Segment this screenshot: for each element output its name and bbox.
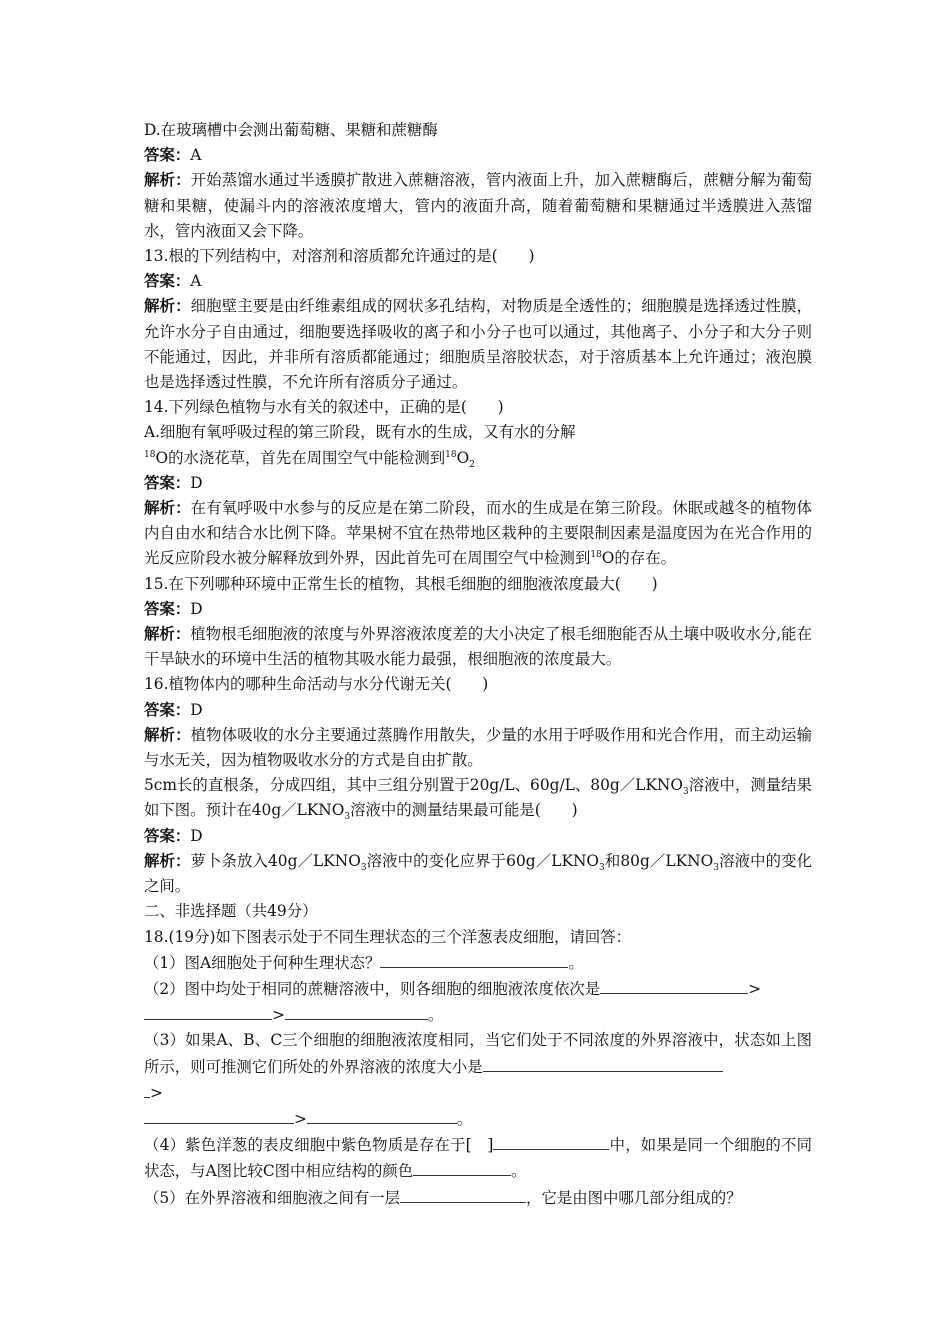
q15-analysis [144, 622, 812, 672]
isotope-sup: 18 [144, 449, 156, 460]
answer-value: A [190, 272, 202, 291]
q12-answer [144, 143, 812, 168]
answer-blank[interactable] [493, 1132, 609, 1150]
formula-sub: 3 [713, 862, 719, 873]
analysis-text: O的存在。 [601, 549, 676, 568]
section-heading: 二、非选择题（共49分） [144, 902, 318, 921]
analysis-text: 溶液中的变化之间。 [144, 851, 812, 896]
answer-blank[interactable] [285, 1002, 428, 1020]
part-text: ，它是由图中哪几部分组成的？ [526, 1188, 742, 1207]
q14-answer [144, 471, 812, 496]
answer-blank[interactable] [413, 1158, 511, 1176]
option-text: O的水浇花草，首先在周围空气中能检测到 [155, 448, 446, 467]
answer-label: 答案： [144, 826, 191, 845]
q17-stem [144, 773, 812, 823]
analysis-label: 解析： [144, 499, 191, 518]
part-text: （3）如果A、B、C三个细胞的细胞液浓度相同，当它们处于不同浓度的外界溶液中，状态如上图所示，则可推测它们所处的外界溶液的浓度大小是 [144, 1031, 812, 1076]
analysis-label: 解析： [144, 171, 191, 190]
analysis-text: 萝卜条放入40g／LKNO [190, 851, 361, 870]
analysis-label: 解析： [144, 851, 191, 870]
q16-stem: 16.植物体内的哪种生命活动与水分代谢无关( ) [144, 675, 489, 694]
punctuation: 。 [427, 1006, 444, 1025]
q18-part5 [144, 1185, 812, 1211]
answer-label: 答案： [144, 473, 191, 492]
isotope-sup: 18 [590, 550, 602, 561]
formula-sub: 2 [469, 459, 475, 470]
stem-text: 溶液中的测量结果最可能是( ) [350, 801, 578, 820]
answer-value: D [190, 599, 203, 618]
formula-sub: 3 [360, 862, 367, 873]
answer-blank[interactable] [380, 950, 568, 968]
analysis-text: 和80g／LKNO [604, 851, 714, 870]
analysis-text: 细胞壁主要是由纤维素组成的网状多孔结构，对物质是全透性的；细胞膜是选择透过性膜，允许水分子自由通过，细胞要选择吸收的离子和小分子也可以通过，其他离子、小分子和大分子则不能通过，因此，并非所有溶质都能通过；细胞质呈溶胶状态，对于溶质基本上允许通过；液泡膜也是选择透过性膜，不允许所有溶质分子通过。 [144, 297, 812, 392]
q18-part3-cont [144, 1106, 812, 1132]
punctuation: 。 [568, 953, 584, 972]
answer-blank[interactable] [600, 976, 748, 994]
answer-blank[interactable] [144, 1106, 294, 1124]
q16-analysis [144, 723, 812, 773]
q18-part2-cont [144, 1002, 812, 1028]
answer-value: D [190, 473, 203, 492]
answer-value: A [190, 146, 202, 165]
analysis-label: 解析： [144, 297, 191, 316]
q18-stem: 18.(19分)如下图表示处于不同生理状态的三个洋葱表皮细胞，请回答： [144, 927, 632, 946]
document-page [144, 118, 812, 1211]
answer-blank[interactable] [400, 1185, 526, 1203]
analysis-text: 溶液中的变化应界于60g／LKNO [366, 851, 600, 870]
analysis-text: 开始蒸馏水通过半透膜扩散进入蔗糖溶液，管内液面上升，加入蔗糖酶后，蔗糖分解为葡萄糖和果糖，使漏斗内的溶液浓度增大，管内的液面升高，随着葡萄糖和果糖通过半透膜进入蒸馏水，管内液面又会下降。 [144, 171, 812, 240]
gt-sign: > [294, 1109, 307, 1128]
q18-part3 [144, 1028, 812, 1079]
gt-sign: > [150, 1083, 163, 1102]
part-text: 中，如果是同一个细胞的不同状态，与A图比较C图中相应结构的颜色 [144, 1136, 812, 1181]
answer-value: D [190, 826, 203, 845]
q14-stem: 14.下列绿色植物与水有关的叙述中，正确的是( ) [144, 398, 504, 417]
q13-analysis [144, 294, 812, 395]
answer-value: D [190, 700, 203, 719]
q16-answer [144, 698, 812, 723]
analysis-label: 解析： [144, 625, 191, 644]
q15-stem: 15.在下列哪种环境中正常生长的植物，其根毛细胞的细胞液浓度最大( ) [144, 574, 658, 593]
gt-sign: > [748, 979, 762, 998]
q17-analysis [144, 849, 812, 899]
q18-part4 [144, 1132, 812, 1184]
stem-text: 溶液中，测量结果如下图。预计在40g／LKNO [144, 776, 812, 820]
q18-part3-gt [144, 1080, 812, 1106]
answer-label: 答案： [144, 599, 191, 618]
answer-label: 答案： [144, 146, 191, 165]
gt-sign: > [272, 1006, 285, 1025]
analysis-label: 解析： [144, 725, 191, 744]
answer-blank[interactable] [144, 1002, 272, 1020]
part-text: （2）图中均处于相同的蔗糖溶液中，则各细胞的细胞液浓度依次是 [144, 979, 601, 998]
punctuation: 。 [456, 1109, 473, 1128]
isotope-sup: 18 [445, 449, 457, 460]
part-text: （4）紫色洋葱的表皮细胞中紫色物质是存在于[ ] [144, 1136, 494, 1155]
q13-stem: 13.根的下列结构中，对溶剂和溶质都允许通过的是( ) [144, 247, 535, 266]
answer-label: 答案： [144, 272, 191, 291]
stem-text: 5cm长的直根条，分成四组，其中三组分别置于20g/L、60g/L、80g／LKNO [144, 776, 683, 795]
q18-part1 [144, 950, 812, 976]
q18-part2 [144, 976, 812, 1002]
option-text: O [456, 448, 470, 467]
punctuation: 。 [511, 1162, 527, 1181]
q17-answer [144, 824, 812, 849]
q14-analysis [144, 496, 812, 572]
q15-answer [144, 597, 812, 622]
formula-sub: 3 [682, 787, 689, 798]
q12-analysis [144, 168, 812, 244]
q14-option-c [144, 446, 812, 471]
answer-blank[interactable] [483, 1054, 723, 1072]
analysis-text: 植物根毛细胞液的浓度与外界溶液浓度差的大小决定了根毛细胞能否从土壤中吸收水分,能在干旱缺水的环境中生活的植物其吸水能力最强，根细胞液的浓度最大。 [144, 625, 812, 669]
analysis-text: 植物体吸收的水分主要通过蒸腾作用散失，少量的水用于呼吸作用和光合作用，而主动运输与水无关，因为植物吸收水分的方式是自由扩散。 [144, 725, 812, 770]
answer-label: 答案： [144, 700, 191, 719]
q13-answer [144, 269, 812, 294]
formula-sub: 3 [344, 812, 351, 823]
analysis-text: 在有氧呼吸中水参与的反应是在第二阶段，而水的生成是在第三阶段。休眠或越冬的植物体内自由水和结合水比例下降。苹果树不宜在热带地区栽种的主要限制因素是温度因为在光合作用的光反应阶段水被分解释放到外界，因此首先可在周围空气中检测到 [144, 499, 812, 568]
formula-sub: 3 [599, 862, 605, 873]
part-text: （5）在外界溶液和细胞液之间有一层 [144, 1188, 401, 1207]
q12-option-d: D.在玻璃槽中会测出葡萄糖、果糖和蔗糖酶 [144, 121, 438, 139]
answer-blank[interactable] [307, 1106, 457, 1124]
part-text: （1）图A细胞处于何种生理状态？ [144, 953, 381, 972]
q14-option-a: A.细胞有氧呼吸过程的第三阶段，既有水的生成，又有水的分解 [144, 423, 576, 442]
